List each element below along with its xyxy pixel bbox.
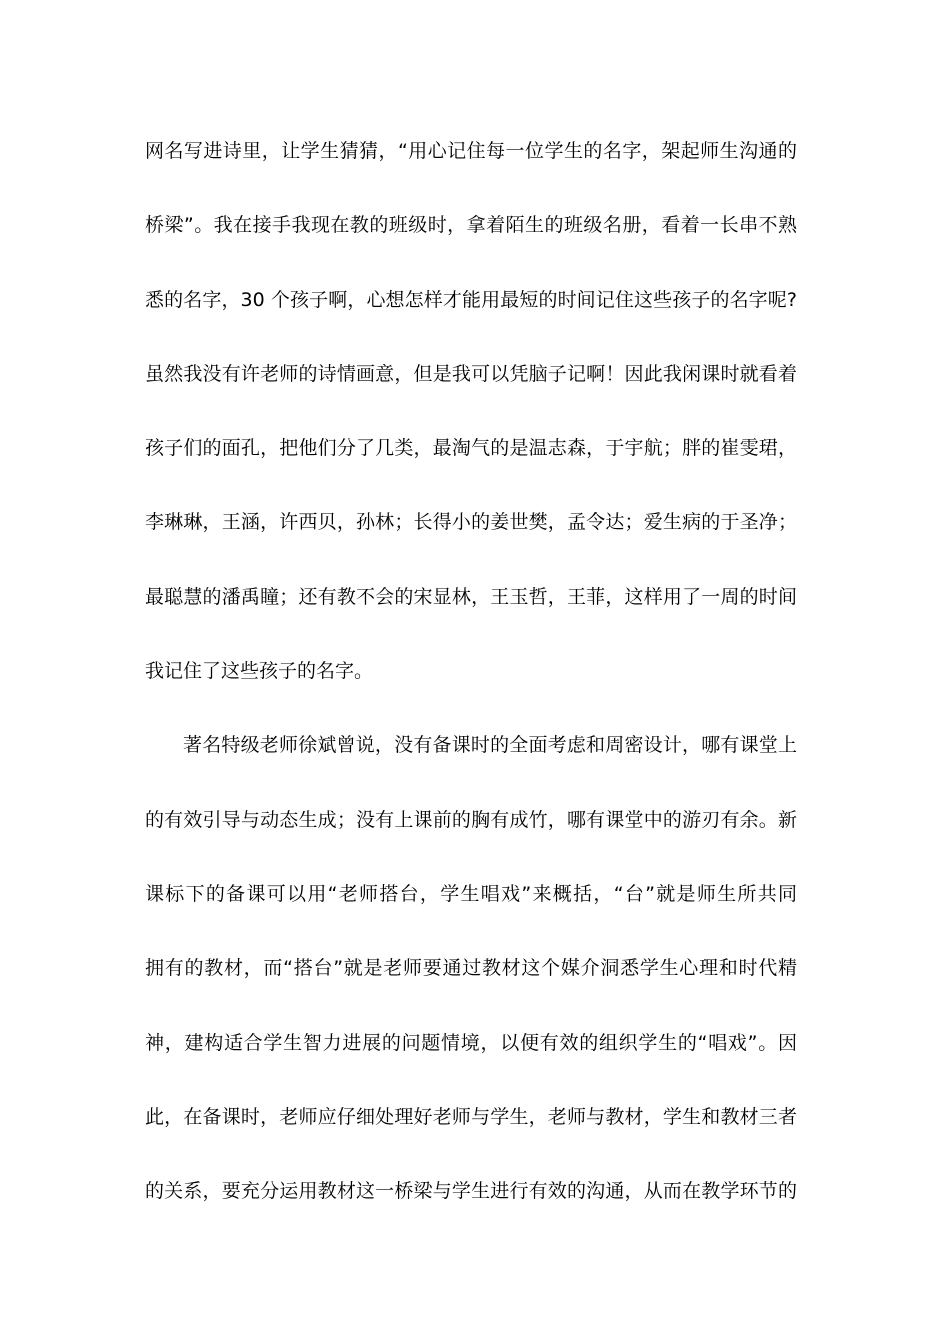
- text-line-8: 我记住了这些孩子的名字。: [145, 660, 374, 683]
- text-line-12: 拥有的教材，而“搭台”就是老师要通过教材这个媒介洞悉学生心理和时代精: [145, 957, 797, 980]
- text-line-15: 的关系，要充分运用教材这一桥梁与学生进行有效的沟通，从而在教学环节的: [145, 1180, 797, 1203]
- text-line-10: 的有效引导与动态生成；没有上课前的胸有成竹，哪有课堂中的游刃有余。新: [145, 808, 797, 831]
- text-line-1: 网名写进诗里，让学生猜猜，“用心记住每一位学生的名字，架起师生沟通的: [145, 140, 797, 162]
- text-line-11: 课标下的备课可以用“老师搭台，学生唱戏”来概括，“台”就是师生所共同: [145, 882, 797, 905]
- text-line-6: 李琳琳，王涵，许西贝，孙林；长得小的姜世樊，孟令达；爱生病的于圣净；: [145, 511, 797, 534]
- body-text: [145, 133, 797, 1247]
- text-line-9: 著名特级老师徐斌曾说，没有备课时的全面考虑和周密设计，哪有课堂上: [183, 734, 797, 757]
- text-line-14: 此，在备课时，老师应仔细处理好老师与学生，老师与教材，学生和教材三者: [145, 1105, 797, 1128]
- text-line-4: 虽然我没有许老师的诗情画意，但是我可以凭脑子记啊！因此我闲课时就看着: [145, 362, 797, 385]
- text-line-13: 神，建构适合学生智力进展的问题情境，以便有效的组织学生的“唱戏”。因: [145, 1031, 797, 1054]
- text-line-2: 桥梁”。我在接手我现在教的班级时，拿着陌生的班级名册，看着一长串不熟: [145, 214, 797, 237]
- text-line-7: 最聪慧的潘禹瞳；还有教不会的宋显林，王玉哲，王菲，这样用了一周的时间: [145, 585, 797, 608]
- text-line-3: 悉的名字，30 个孩子啊，心想怎样才能用最短的时间记住这些孩子的名字呢?: [145, 288, 797, 311]
- text-line-5: 孩子们的面孔，把他们分了几类，最淘气的是温志森，于宇航；胖的崔雯珺，: [145, 437, 797, 460]
